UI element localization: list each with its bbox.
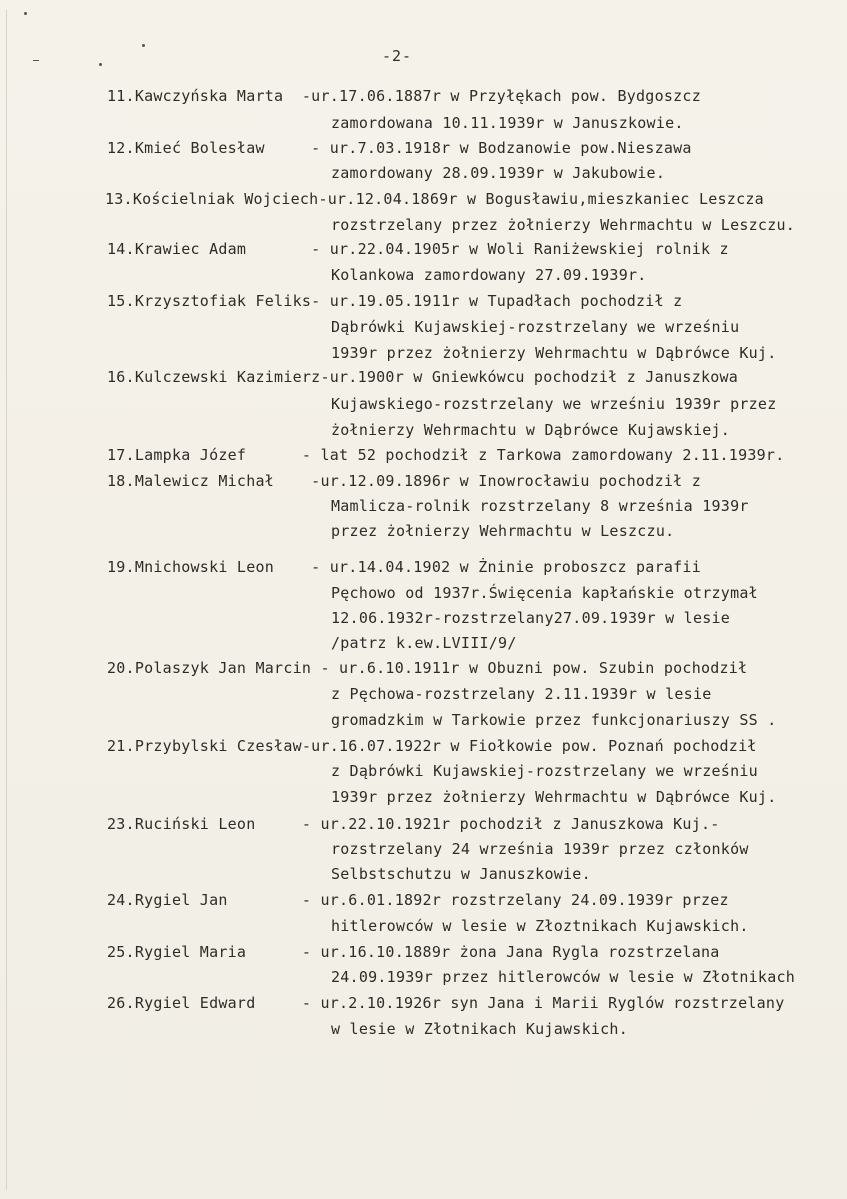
entry-cont-21: z Dąbrówki Kujawskiej-rozstrzelany we wrześniu bbox=[331, 762, 758, 780]
entry-head-23: 23.Ruciński Leon - ur.22.10.1921r pochodził z Januszkowa Kuj.- bbox=[107, 815, 720, 833]
entry-head-24: 24.Rygiel Jan - ur.6.01.1892r rozstrzelany 24.09.1939r przez bbox=[107, 891, 729, 909]
entry-cont-21: 1939r przez żołnierzy Wehrmachtu w Dąbrówce Kuj. bbox=[331, 788, 777, 806]
entry-cont-15: 1939r przez żołnierzy Wehrmachtu w Dąbrówce Kuj. bbox=[331, 344, 777, 362]
entry-cont-19: Pęchowo od 1937r.Święcenia kapłańskie otrzymał bbox=[331, 584, 758, 602]
entry-head-12: 12.Kmieć Bolesław - ur.7.03.1918r w Bodzanowie pow.Nieszawa bbox=[107, 139, 692, 157]
entry-head-19: 19.Mnichowski Leon - ur.14.04.1902 w Żninie proboszcz parafii bbox=[107, 558, 701, 576]
entry-head-21: 21.Przybylski Czesław-ur.16.07.1922r w Fiołkowie pow. Poznań pochodził bbox=[107, 737, 757, 755]
entry-cont-25: 24.09.1939r przez hitlerowców w lesie w Złotnikach bbox=[331, 968, 796, 986]
entry-cont-12: zamordowany 28.09.1939r w Jakubowie. bbox=[331, 164, 666, 182]
entry-head-17: 17.Lampka Józef - lat 52 pochodził z Tarkowa zamordowany 2.11.1939r. bbox=[107, 446, 785, 464]
entry-head-16: 16.Kulczewski Kazimierz-ur.1900r w Gniewkówcu pochodził z Januszkowa bbox=[107, 368, 739, 386]
entry-cont-23: Selbstschutzu w Januszkowie. bbox=[331, 865, 591, 883]
entry-cont-14: Kolankowa zamordowany 27.09.1939r. bbox=[331, 266, 647, 284]
entry-cont-19: 12.06.1932r-rozstrzelany27.09.1939r w lesie bbox=[331, 609, 731, 627]
entry-head-20: 20.Polaszyk Jan Marcin - ur.6.10.1911r w Obuzni pow. Szubin pochodził bbox=[107, 659, 748, 677]
entry-head-25: 25.Rygiel Maria - ur.16.10.1889r żona Jana Rygla rozstrzelana bbox=[107, 943, 720, 961]
entry-cont-26: w lesie w Złotnikach Kujawskich. bbox=[331, 1020, 628, 1038]
entry-cont-19: /patrz k.ew.LVIII/9/ bbox=[331, 634, 517, 652]
entry-head-18: 18.Malewicz Michał -ur.12.09.1896r w Inowrocławiu pochodził z bbox=[107, 472, 701, 490]
entry-cont-11: zamordowana 10.11.1939r w Januszkowie. bbox=[331, 114, 684, 132]
entry-cont-15: Dąbrówki Kujawskiej-rozstrzelany we wrześniu bbox=[331, 318, 740, 336]
entry-cont-18: Mamlicza-rolnik rozstrzelany 8 września 1939r bbox=[331, 497, 749, 515]
entry-head-26: 26.Rygiel Edward - ur.2.10.1926r syn Jana i Marii Ryglów rozstrzelany bbox=[107, 994, 785, 1012]
entry-cont-16: żołnierzy Wehrmachtu w Dąbrówce Kujawskiej. bbox=[331, 421, 731, 439]
entry-cont-20: gromadzkim w Tarkowie przez funkcjonariuszy SS . bbox=[331, 711, 777, 729]
entry-cont-18: przez żołnierzy Wehrmachtu w Leszczu. bbox=[331, 522, 675, 540]
entry-cont-13: rozstrzelany przez żołnierzy Wehrmachtu w Leszczu. bbox=[331, 216, 796, 234]
entry-cont-20: z Pęchowa-rozstrzelany 2.11.1939r w lesie bbox=[331, 685, 712, 703]
entry-head-15: 15.Krzysztofiak Feliks- ur.19.05.1911r w Tupadłach pochodził z bbox=[107, 292, 683, 310]
entry-cont-23: rozstrzelany 24 września 1939r przez członków bbox=[331, 840, 749, 858]
entry-head-13: 13.Kościelniak Wojciech-ur.12.04.1869r w Bogusławiu,mieszkaniec Leszcza bbox=[105, 190, 764, 208]
entry-head-11: 11.Kawczyńska Marta -ur.17.06.1887r w Przyłękach pow. Bydgoszcz bbox=[107, 87, 701, 105]
entry-cont-16: Kujawskiego-rozstrzelany we wrześniu 1939r przez bbox=[331, 395, 777, 413]
entry-cont-24: hitlerowców w lesie w Złoztnikach Kujawskich. bbox=[331, 917, 749, 935]
page-number: -2- bbox=[382, 47, 413, 65]
entry-head-14: 14.Krawiec Adam - ur.22.04.1905r w Woli Raniżewskiej rolnik z bbox=[107, 240, 729, 258]
